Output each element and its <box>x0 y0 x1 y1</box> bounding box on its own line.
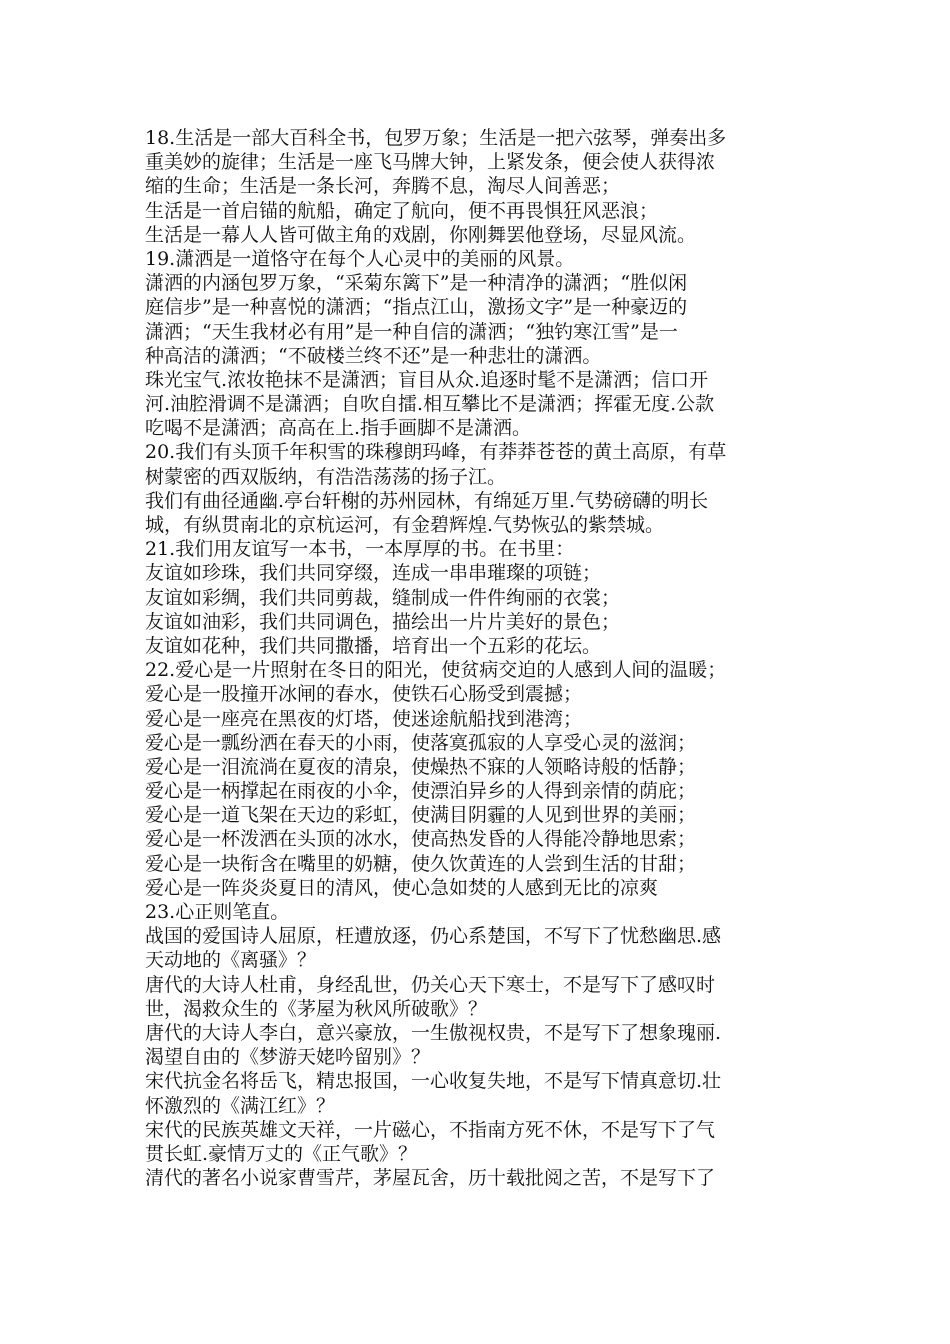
text-line: 树蒙密的西双版纳，有浩浩荡荡的扬子江。 <box>145 465 507 488</box>
text-line: 重美妙的旋律；生活是一座飞马牌大钟，上紧发条，便会使人获得浓 <box>145 151 716 174</box>
text-line: 清代的著名小说家曹雪芹，茅屋瓦舍，历十载批阅之苦，不是写下了 <box>145 1167 716 1190</box>
text-line: 唐代的大诗人李白，意兴豪放，一生傲视权贵，不是写下了想象瑰丽. <box>145 1021 722 1044</box>
text-line: 怀激烈的《满江红》？ <box>145 1094 336 1117</box>
text-line: 珠光宝气.浓妆艳抹不是潇洒；盲目从众.追逐时髦不是潇洒；信口开 <box>145 368 709 391</box>
text-line: 生活是一幕人人皆可做主角的戏剧，你刚舞罢他登场，尽显风流。 <box>145 223 697 246</box>
text-line: 爱心是一泪流淌在夏夜的清泉，使燥热不寐的人领略诗般的恬静； <box>145 755 697 778</box>
text-line: 战国的爱国诗人屈原，枉遭放逐，仍心系楚国，不写下了忧愁幽思.感 <box>145 925 722 948</box>
text-line: 18.生活是一部大百科全书，包罗万象；生活是一把六弦琴，弹奏出多 <box>145 127 727 149</box>
text-line: 唐代的大诗人杜甫，身经乱世，仍关心天下寒士，不是写下了感叹时 <box>145 973 716 996</box>
text-line: 友谊如珍珠，我们共同穿缀，连成一串串璀璨的项链； <box>145 562 602 585</box>
text-line: 友谊如彩绸，我们共同剪裁，缝制成一件件绚丽的衣裳； <box>145 586 621 609</box>
text-line: 宋代抗金名将岳飞，精忠报国，一心收复失地，不是写下情真意切.壮 <box>145 1070 722 1093</box>
text-line: 种高洁的潇洒；“不破楼兰终不还”是一种悲壮的潇洒。 <box>145 344 602 367</box>
text-line: 城，有纵贯南北的京杭运河，有金碧辉煌.气势恢弘的紫禁城。 <box>145 514 665 536</box>
text-line: 爱心是一股撞开冰闸的春水，使铁石心肠受到震撼； <box>145 683 583 706</box>
text-line: 天动地的《离骚》？ <box>145 949 317 972</box>
text-line: 爱心是一瓢纷洒在春天的小雨，使落寞孤寂的人享受心灵的滋润； <box>145 731 697 754</box>
text-line: 庭信步”是一种喜悦的潇洒；“指点江山，激扬文字”是一种豪迈的 <box>145 296 688 319</box>
document-body <box>145 126 810 1190</box>
text-line: 22.爱心是一片照射在冬日的阳光，使贫病交迫的人感到人间的温暖； <box>145 659 727 682</box>
text-line: 友谊如油彩，我们共同调色，描绘出一片片美好的景色； <box>145 610 621 633</box>
text-line: 23.心正则笔直。 <box>145 901 290 923</box>
text-line: 爱心是一阵炎炎夏日的清风，使心急如焚的人感到无比的凉爽 <box>145 876 659 899</box>
text-line: 爱心是一块衔含在嘴里的奶糖，使久饮黄连的人尝到生活的甘甜； <box>145 852 697 875</box>
text-line: 贯长虹.豪情万丈的《正气歌》？ <box>145 1142 418 1165</box>
text-line: 友谊如花种，我们共同撒播，培育出一个五彩的花坛。 <box>145 634 602 657</box>
text-line: 爱心是一道飞架在天边的彩虹，使满目阴霾的人见到世界的美丽； <box>145 804 697 827</box>
text-line: 爱心是一座亮在黑夜的灯塔，使迷途航船找到港湾； <box>145 707 583 730</box>
text-line: 潇洒；“天生我材必有用”是一种自信的潇洒；“独钓寒江雪”是一 <box>145 320 678 343</box>
text-line: 世，渴救众生的《茅屋为秋风所破歌》？ <box>145 997 488 1020</box>
text-line: 缩的生命；生活是一条长河，奔腾不息，淘尽人间善恶； <box>145 175 621 198</box>
text-line: 宋代的民族英雄文天祥，一片磁心，不指南方死不休，不是写下了气 <box>145 1118 716 1141</box>
text-line: 生活是一首启锚的航船，确定了航向，便不再畏惧狂风恶浪； <box>145 199 659 222</box>
text-line: 河.油腔滑调不是潇洒；自吹自擂.相互攀比不是潇洒；挥霍无度.公款 <box>145 393 715 416</box>
text-line: 爱心是一杯泼洒在头顶的冰水，使高热发昏的人得能冷静地思索； <box>145 828 697 851</box>
text-line: 潇洒的内涵包罗万象，“采菊东篱下”是一种清净的潇洒；“胜似闲 <box>145 272 688 295</box>
text-line: 渴望自由的《梦游天姥吟留别》？ <box>145 1046 431 1069</box>
text-line: 爱心是一柄撑起在雨夜的小伞，使漂泊异乡的人得到亲情的荫庇； <box>145 780 697 803</box>
text-line: 我们有曲径通幽.亭台轩榭的苏州园林，有绵延万里.气势磅礴的明长 <box>145 489 709 512</box>
text-line: 20.我们有头顶千年积雪的珠穆朗玛峰，有莽莽苍苍的黄土高原，有草 <box>145 441 727 464</box>
text-line: 21.我们用友谊写一本书，一本厚厚的书。在书里： <box>145 538 575 561</box>
text-line: 19.潇洒是一道恪守在每个人心灵中的美丽的风景。 <box>145 247 575 270</box>
text-line: 吃喝不是潇洒；高高在上.指手画脚不是潇洒。 <box>145 417 532 440</box>
